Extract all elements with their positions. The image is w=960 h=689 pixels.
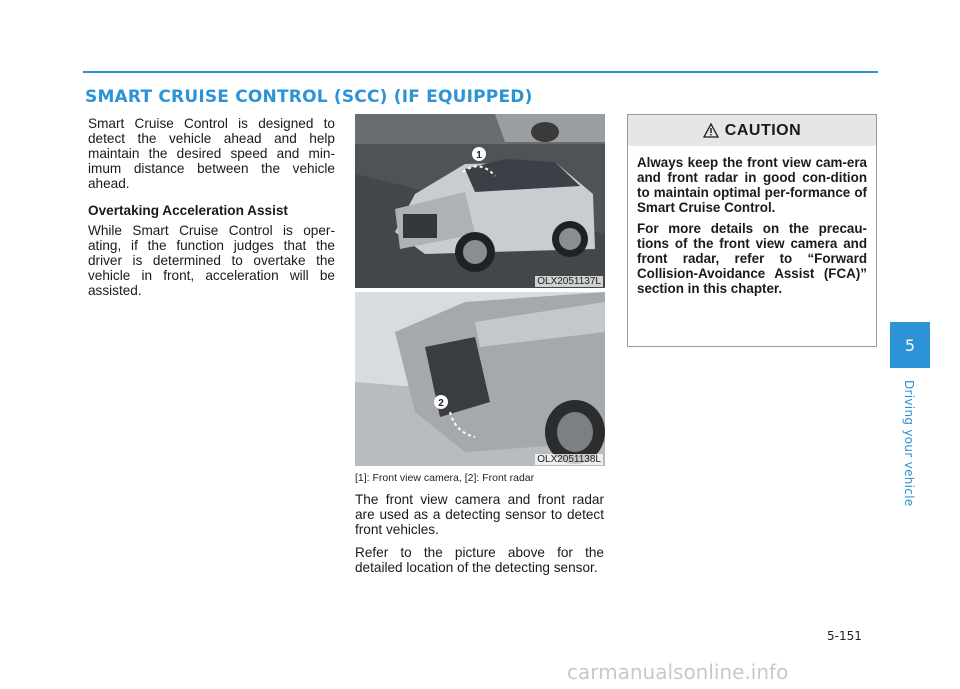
- refer-paragraph: Refer to the picture above for the detailed location of the detecting sensor.: [355, 545, 604, 575]
- middle-column: [355, 492, 604, 583]
- overtaking-paragraph: While Smart Cruise Control is oper-ating, if the function judges that the driver is determined to overtake the vehicle in front, acceleration will be assisted.: [88, 223, 335, 298]
- overtaking-subheading: Overtaking Acceleration Assist: [88, 203, 288, 218]
- page-number: 5-151: [827, 629, 862, 643]
- section-title: SMART CRUISE CONTROL (SCC) (IF EQUIPPED): [85, 87, 533, 107]
- caution-header: [628, 115, 876, 146]
- header-rule: [83, 71, 878, 73]
- caution-paragraph-2: For more details on the precau-tions of the front view camera and front radar, refer to “Forward Collision-Avoidance Assist (FCA)” section in this chapter.: [637, 221, 867, 296]
- watermark: carmanualsonline.info: [567, 660, 789, 684]
- radar-marker: 2: [438, 398, 444, 409]
- suv-side-illustration: [355, 114, 605, 288]
- camera-marker: 1: [476, 150, 482, 161]
- sensor-paragraph: The front view camera and front radar are used as a detecting sensor to detect front vehicles.: [355, 492, 604, 537]
- chapter-label: [890, 380, 930, 510]
- warning-triangle-icon: [703, 123, 719, 138]
- front-radar-photo: [355, 292, 605, 466]
- chapter-number-tab: 5: [890, 322, 930, 368]
- left-column: [88, 116, 335, 310]
- chapter-label-text: Driving your vehicle: [902, 380, 916, 507]
- figure-caption: [1]: Front view camera, [2]: Front radar: [355, 472, 535, 484]
- front-camera-photo: [355, 114, 605, 288]
- caution-paragraph-1: Always keep the front view cam-era and front radar in good con-dition to maintain optimal per-formance of Smart Cruise Control.: [637, 155, 867, 215]
- caution-box: [627, 114, 877, 347]
- intro-paragraph: Smart Cruise Control is designed to detect the vehicle ahead and help maintain the desired speed and min-imum distance between the vehicle ahead.: [88, 116, 335, 191]
- caution-body: [628, 146, 876, 296]
- photo1-code: OLX2051137L: [537, 276, 601, 287]
- photo2-code: OLX2051138L: [537, 454, 601, 465]
- suv-front-illustration: [355, 292, 605, 466]
- caution-title: CAUTION: [724, 121, 802, 139]
